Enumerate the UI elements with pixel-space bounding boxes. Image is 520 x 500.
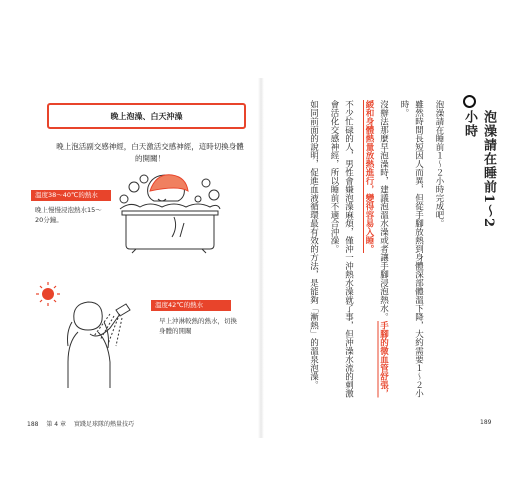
- section-title-box: [47, 103, 246, 129]
- right-page-number: 189: [480, 419, 492, 426]
- paragraph-4: 不少忙碌的人，男性會嫌泡澡麻煩，僅沖一沖熱水澡就了事，但沖澡水流的刺激會活化交感神經，所以睡前不適合沖澡。: [329, 100, 354, 398]
- paragraph-1: 泡澡請在睡前１～２小時完成吧。: [434, 100, 444, 228]
- left-page-footer: [27, 419, 140, 428]
- right-page-body: [300, 100, 446, 400]
- paragraph-5: 如同前面的說明，促進血液循環最有效的方法，是能夠「漸熱」的溫泉泡澡。: [308, 100, 319, 389]
- paragraph-2: 雖然時間長短因人而異，但從手腳放熱到身體深部體溫下降，大約需要１～２小時。: [399, 100, 424, 398]
- section-title: 晚上泡澡、白天沖澡: [110, 111, 183, 121]
- shower-illustration: [30, 280, 148, 390]
- right-page-title: 泡澡請在睡前1～2小時: [462, 110, 496, 229]
- paragraph-3-text: 沒辦法那麼早泡澡時，建議泡溫水澡或者讓手腳浸泡熱水。: [378, 100, 389, 321]
- left-page-number: 188: [27, 421, 39, 428]
- title-bullet-icon: [463, 95, 476, 108]
- intro-text: 晚上泡活副交感神經，白天激活交感神經，這時切換身體的開關！: [56, 142, 244, 163]
- highlight-text: 手腳的微血管舒張，緩和身體熱量放熱進行，變得容易入睡。: [364, 100, 389, 398]
- shower-note: 早上沖淋較熱的熱水，切換身體的開關: [159, 317, 237, 335]
- chapter-number: 第 4 章: [46, 421, 67, 428]
- shower-temperature-tag: 溫度42℃的熱水: [151, 300, 231, 311]
- page-gutter: [258, 78, 264, 438]
- bath-note: 晚上慢慢浸泡熱水15～20分鐘。: [35, 206, 102, 224]
- sun-icon: [36, 282, 60, 306]
- bath-temperature-tag: 溫度38～40℃的熱水: [31, 190, 111, 201]
- paragraph-3: [362, 100, 391, 400]
- bathtub-illustration: [114, 165, 226, 257]
- chapter-title: 實踐足球隊的熱量技巧: [73, 421, 134, 428]
